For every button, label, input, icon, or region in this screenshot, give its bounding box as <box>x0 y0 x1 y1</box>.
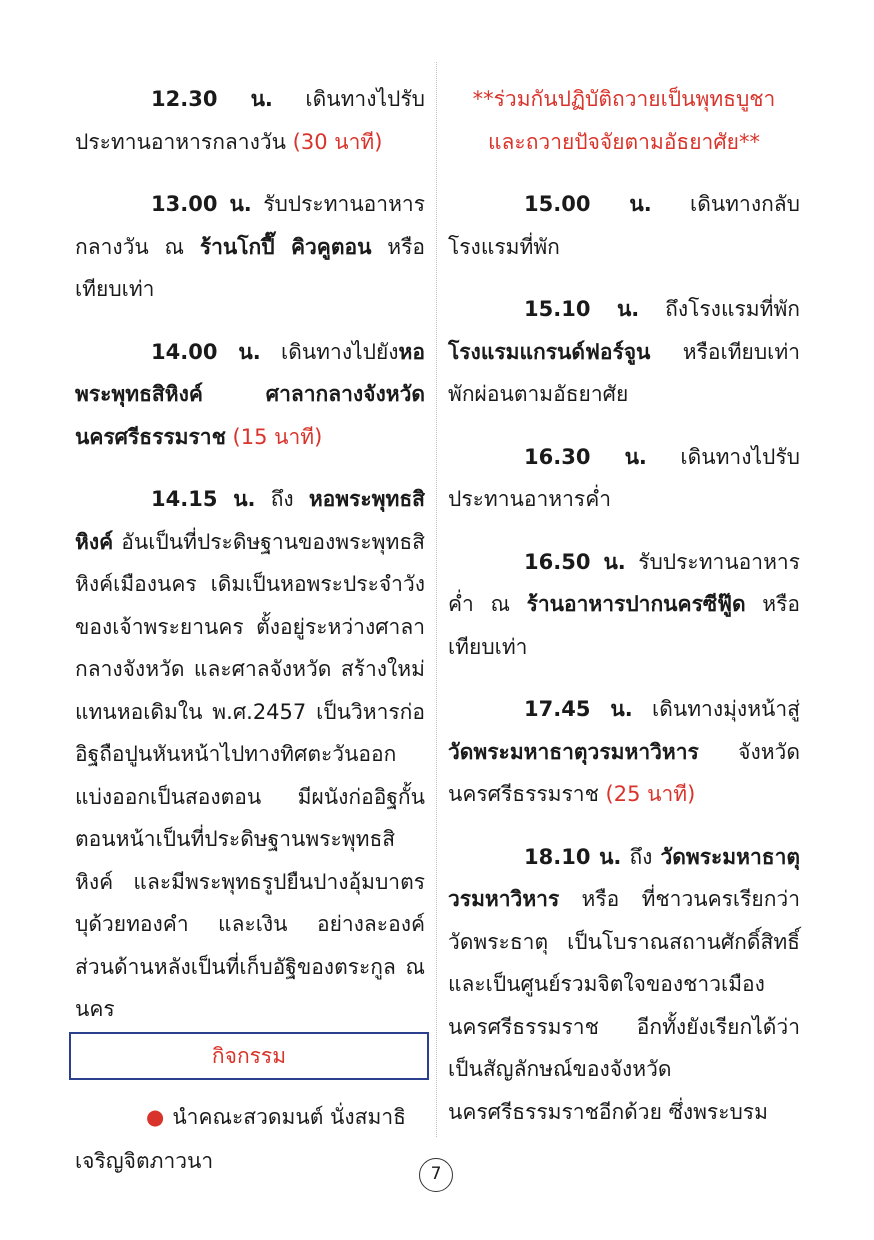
time-label: 14.15 น. <box>151 487 256 511</box>
schedule-item-1630 <box>448 436 800 521</box>
item-text: ถึงโรงแรมที่พัก <box>639 297 800 321</box>
bullet-text: นำคณะสวดมนต์ นั่งสมาธิ <box>172 1105 406 1129</box>
place-name: ร้านอาหารปากนครซีฟู๊ด <box>526 592 746 616</box>
schedule-item-1650 <box>448 541 800 669</box>
place-name: หอพระพุทธสิหิงค์ ศาลากลางจังหวัดนครศรีธรรมราช <box>75 339 425 449</box>
place-name: โรงแรมแกรนด์ฟอร์จูน <box>448 339 651 364</box>
item-text: หรือเทียบเท่า พักผ่อนตามอัธยาศัย <box>448 339 800 406</box>
item-text: หรือเทียบเท่า <box>448 592 800 659</box>
item-text: เดินทางไปรับประทานอาหารกลางวัน <box>75 87 425 154</box>
time-label: 16.30 น. <box>524 444 647 469</box>
left-column <box>75 78 425 1051</box>
activity-heading-box: กิจกรรม <box>69 1032 429 1080</box>
place-name: วัดพระมหาธาตุวรมหาวิหาร <box>448 739 699 764</box>
schedule-item-1400 <box>75 331 425 459</box>
item-text: หรือ ที่ชาวนครเรียกว่า วัดพระธาตุ เป็นโบราณสถานศักดิ์สิทธิ์ และเป็นศูนย์รวมจิตใจของชาวเมืองนครศรีธรรมราช อีกทั้งยังเรียกได้ว่าเป็นสัญลักษณ์ของจังหวัดนครศรีธรรมราชอีกด้วย ซึ่งพระบรม <box>448 887 800 1124</box>
item-text: หรือเทียบเท่า <box>75 234 425 301</box>
merit-note-line1: **ร่วมกันปฏิบัติถวายเป็นพุทธบูชา <box>472 87 776 111</box>
item-text: รับประทานอาหารกลางวัน ณ <box>75 192 425 259</box>
time-label: 16.50 น. <box>524 549 626 574</box>
place-name: ร้านโกปี๊ คิวคูตอน <box>199 234 372 259</box>
item-text: เดินทางกลับโรงแรมที่พัก <box>448 192 800 259</box>
page-number: 7 <box>419 1158 453 1192</box>
duration-note: (25 นาที) <box>605 782 696 806</box>
item-text: เดินทางไปรับประทานอาหารค่ำ <box>448 444 800 511</box>
schedule-item-1500 <box>448 183 800 268</box>
time-label: 13.00 น. <box>151 192 252 216</box>
schedule-item-1300 <box>75 183 425 311</box>
merit-note <box>448 78 800 163</box>
schedule-item-1810 <box>448 836 800 1134</box>
activity-bullet <box>146 1096 431 1139</box>
merit-note-line2: และถวายปัจจัยตามอัธยาศัย** <box>488 129 760 154</box>
time-label: 12.30 น. <box>151 87 273 111</box>
item-text: เดินทางมุ่งหน้าสู่ <box>632 697 800 721</box>
item-text: ถึง <box>621 844 661 869</box>
schedule-item-1230 <box>75 78 425 163</box>
bullet-dot-icon: ● <box>146 1105 165 1129</box>
item-text: อันเป็นที่ประดิษฐานของพระพุทธสิหิงค์เมืองนคร เดิมเป็นหอพระประจำวังของเจ้าพระยานคร ตั้งอยู่ระหว่างศาลากลางจังหวัด และศาลจังหวัด สร้างใหม่แทนหอเดิมใน พ.ศ.2457 เป็นวิหารก่ออิฐถือปูนหันหน้าไปทางทิศตะวันออก แบ่งออกเป็นสองตอน มีผนังก่ออิฐกั้น ตอนหน้าเป็นที่ประดิษฐานพระพุทธสิหิงค์ และมีพระพุทธรูปยืนปางอุ้มบาตร บุด้วยทองคำ และเงิน อย่างละองค์ ส่วนด้านหลังเป็นที่เก็บอัฐิของตระกูล ณ นคร <box>75 529 425 1021</box>
duration-note: (15 นาที) <box>225 424 323 449</box>
right-column <box>448 78 800 1153</box>
time-label: 14.00 น. <box>151 339 261 364</box>
place-name: หอพระพุทธสิหิงค์ <box>75 487 425 554</box>
item-text: เดินทางไปยัง <box>260 339 399 364</box>
schedule-item-1745 <box>448 688 800 816</box>
duration-note: (30 นาที) <box>292 129 383 154</box>
schedule-item-1415 <box>75 478 425 1031</box>
column-divider <box>436 62 437 1137</box>
item-text: จังหวัดนครศรีธรรมราช <box>448 739 800 806</box>
item-text: ถึง <box>255 487 309 511</box>
time-label: 18.10 น. <box>524 844 622 869</box>
time-label: 15.10 น. <box>524 297 640 321</box>
item-text: รับประทานอาหารค่ำ ณ <box>448 549 800 616</box>
activity-bullet-continued: เจริญจิตภาวนา <box>75 1149 214 1173</box>
place-name: วัดพระมหาธาตุวรมหาวิหาร <box>448 844 800 911</box>
time-label: 15.00 น. <box>524 192 652 216</box>
time-label: 17.45 น. <box>524 697 633 721</box>
schedule-item-1510 <box>448 288 800 416</box>
